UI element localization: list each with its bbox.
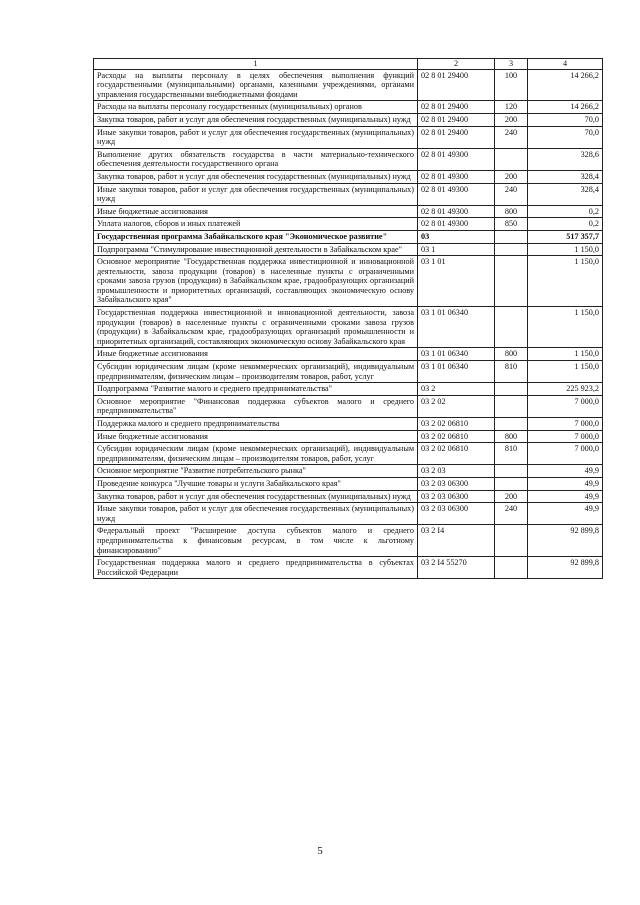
row-expense-type-cell (495, 307, 528, 348)
table-row (94, 126, 603, 148)
row-code-cell: 03 2 I4 55270 (418, 557, 495, 579)
row-expense-type-cell: 800 (495, 205, 528, 218)
row-name-cell: Иные закупки товаров, работ и услуг для обеспечения государственных (муниципальных) нужд (94, 126, 418, 148)
row-expense-type-cell (495, 395, 528, 417)
row-expense-type-cell: 200 (495, 490, 528, 503)
column-header-1: 1 (94, 59, 418, 70)
table-row (94, 395, 603, 417)
row-expense-type-cell (495, 243, 528, 256)
table-row (94, 490, 603, 503)
row-amount-cell: 328,4 (528, 183, 603, 205)
table-row (94, 418, 603, 431)
row-amount-cell: 0,2 (528, 218, 603, 231)
row-code-cell: 03 2 (418, 383, 495, 396)
row-name-cell: Иные закупки товаров, работ и услуг для обеспечения государственных (муниципальных) нужд (94, 183, 418, 205)
row-amount-cell: 1 150,0 (528, 243, 603, 256)
table-row (94, 183, 603, 205)
row-amount-cell: 328,4 (528, 170, 603, 183)
row-code-cell: 03 2 03 06300 (418, 490, 495, 503)
row-expense-type-cell: 200 (495, 170, 528, 183)
row-name-cell: Подпрограмма "Развитие малого и среднего предпринимательства" (94, 383, 418, 396)
row-expense-type-cell: 850 (495, 218, 528, 231)
row-code-cell: 03 2 02 06810 (418, 443, 495, 465)
row-code-cell: 02 8 01 49300 (418, 218, 495, 231)
row-name-cell: Основное мероприятие "Финансовая поддержка субъектов малого и среднего предпринимательства" (94, 395, 418, 417)
row-expense-type-cell (495, 256, 528, 307)
row-code-cell: 03 1 (418, 243, 495, 256)
row-name-cell: Федеральный проект "Расширение доступа субъектов малого и среднего предпринимательства к финансовым ресурсам, в том числе к льготному финансированию" (94, 525, 418, 557)
column-header-4: 4 (528, 59, 603, 70)
row-code-cell: 02 8 01 29400 (418, 101, 495, 114)
row-amount-cell: 1 150,0 (528, 348, 603, 361)
row-code-cell: 03 1 01 06340 (418, 348, 495, 361)
row-name-cell: Уплата налогов, сборов и иных платежей (94, 218, 418, 231)
row-amount-cell: 517 357,7 (528, 230, 603, 243)
table-row (94, 148, 603, 170)
row-expense-type-cell: 240 (495, 183, 528, 205)
row-expense-type-cell: 240 (495, 126, 528, 148)
row-amount-cell: 1 150,0 (528, 307, 603, 348)
table-row (94, 307, 603, 348)
row-amount-cell: 49,9 (528, 503, 603, 525)
row-expense-type-cell: 100 (495, 69, 528, 101)
row-expense-type-cell (495, 383, 528, 396)
row-code-cell: 03 2 02 06810 (418, 418, 495, 431)
column-header-3: 3 (495, 59, 528, 70)
row-name-cell: Субсидии юридическим лицам (кроме некоммерческих организаций), индивидуальным предпринимателям, физическим лицам – производителям товаров, работ, услуг (94, 443, 418, 465)
row-expense-type-cell: 240 (495, 503, 528, 525)
row-code-cell: 02 8 01 29400 (418, 113, 495, 126)
row-code-cell: 03 2 03 (418, 465, 495, 478)
table-row (94, 430, 603, 443)
row-name-cell: Государственная поддержка малого и среднего предпринимательства в субъектах Российской Федерации (94, 557, 418, 579)
row-name-cell: Государственная поддержка инвестиционной и инновационной деятельности, завоза продукции (товаров) в населенные пункты с ограниченными сроками завоза грузов (продукции) в Забайкальском крае, градообразующих организаций промышленности и приоритетных организаций, составляющих экономическую основу Забайкальского края (94, 307, 418, 348)
row-amount-cell: 1 150,0 (528, 361, 603, 383)
row-amount-cell: 7 000,0 (528, 430, 603, 443)
row-expense-type-cell: 800 (495, 430, 528, 443)
row-expense-type-cell: 200 (495, 113, 528, 126)
row-amount-cell: 70,0 (528, 113, 603, 126)
row-name-cell: Закупка товаров, работ и услуг для обеспечения государственных (муниципальных) нужд (94, 113, 418, 126)
row-name-cell: Государственная программа Забайкальского края "Экономическое развитие" (94, 230, 418, 243)
row-amount-cell: 1 150,0 (528, 256, 603, 307)
row-amount-cell: 7 000,0 (528, 418, 603, 431)
row-code-cell: 03 2 03 06300 (418, 477, 495, 490)
row-amount-cell: 92 899,8 (528, 557, 603, 579)
row-name-cell: Иные бюджетные ассигнования (94, 430, 418, 443)
row-code-cell: 02 8 01 29400 (418, 69, 495, 101)
table-row (94, 525, 603, 557)
row-expense-type-cell (495, 418, 528, 431)
row-amount-cell: 0,2 (528, 205, 603, 218)
table-row (94, 243, 603, 256)
table-row (94, 205, 603, 218)
row-amount-cell: 328,6 (528, 148, 603, 170)
row-name-cell: Иные закупки товаров, работ и услуг для обеспечения государственных (муниципальных) нужд (94, 503, 418, 525)
row-code-cell: 03 1 01 (418, 256, 495, 307)
row-expense-type-cell: 810 (495, 361, 528, 383)
row-name-cell: Иные бюджетные ассигнования (94, 205, 418, 218)
row-name-cell: Подпрограмма "Стимулирование инвестиционной деятельности в Забайкальском крае" (94, 243, 418, 256)
row-code-cell: 03 (418, 230, 495, 243)
row-code-cell: 03 2 03 06300 (418, 503, 495, 525)
row-expense-type-cell: 800 (495, 348, 528, 361)
row-amount-cell: 49,9 (528, 477, 603, 490)
row-amount-cell: 49,9 (528, 490, 603, 503)
row-amount-cell: 7 000,0 (528, 395, 603, 417)
row-amount-cell: 49,9 (528, 465, 603, 478)
table-row (94, 113, 603, 126)
row-expense-type-cell (495, 465, 528, 478)
row-amount-cell: 70,0 (528, 126, 603, 148)
table-row (94, 503, 603, 525)
row-name-cell: Иные бюджетные ассигнования (94, 348, 418, 361)
row-amount-cell: 225 923,2 (528, 383, 603, 396)
row-code-cell: 03 2 I4 (418, 525, 495, 557)
table-row (94, 361, 603, 383)
table-row (94, 477, 603, 490)
row-code-cell: 02 8 01 49300 (418, 148, 495, 170)
table-row (94, 348, 603, 361)
row-expense-type-cell: 120 (495, 101, 528, 114)
row-code-cell: 03 2 02 06810 (418, 430, 495, 443)
table-row (94, 101, 603, 114)
row-name-cell: Расходы на выплаты персоналу государственных (муниципальных) органов (94, 101, 418, 114)
table-header-row (94, 59, 603, 70)
table-row (94, 218, 603, 231)
row-name-cell: Основное мероприятие "Государственная поддержка инвестиционной и инновационной деятельности, завоза продукции (товаров) в населенные пункты с ограниченными сроками завоза грузов (продукции) в Забайкальском крае, градообразующих организаций промышленности и приоритетных организаций, составляющих экономическую основу Забайкальского края" (94, 256, 418, 307)
row-code-cell: 03 1 01 06340 (418, 361, 495, 383)
table-row (94, 69, 603, 101)
row-expense-type-cell (495, 525, 528, 557)
row-expense-type-cell (495, 148, 528, 170)
row-code-cell: 02 8 01 29400 (418, 126, 495, 148)
row-code-cell: 03 2 02 (418, 395, 495, 417)
table-row (94, 256, 603, 307)
table-row (94, 465, 603, 478)
row-expense-type-cell (495, 230, 528, 243)
table-row (94, 230, 603, 243)
row-name-cell: Расходы на выплаты персоналу в целях обеспечения выполнения функций государственными (муниципальными) органами, казенными учреждениями, органами управления государственными внебюджетными фондами (94, 69, 418, 101)
table-body (94, 69, 603, 579)
row-name-cell: Основное мероприятие "Развитие потребительского рынка" (94, 465, 418, 478)
row-name-cell: Поддержка малого и среднего предпринимательства (94, 418, 418, 431)
row-expense-type-cell (495, 477, 528, 490)
row-name-cell: Закупка товаров, работ и услуг для обеспечения государственных (муниципальных) нужд (94, 490, 418, 503)
row-expense-type-cell: 810 (495, 443, 528, 465)
table-row (94, 383, 603, 396)
row-name-cell: Закупка товаров, работ и услуг для обеспечения государственных (муниципальных) нужд (94, 170, 418, 183)
row-code-cell: 02 8 01 49300 (418, 183, 495, 205)
row-amount-cell: 14 266,2 (528, 69, 603, 101)
row-amount-cell: 7 000,0 (528, 443, 603, 465)
row-name-cell: Проведение конкурса "Лучшие товары и услуги Забайкальского края" (94, 477, 418, 490)
row-name-cell: Выполнение других обязательств государства в части материально-технического обеспечения деятельности государственного органа (94, 148, 418, 170)
row-expense-type-cell (495, 557, 528, 579)
row-amount-cell: 92 899,8 (528, 525, 603, 557)
table-row (94, 557, 603, 579)
row-name-cell: Субсидии юридическим лицам (кроме некоммерческих организаций), индивидуальным предпринимателям, физическим лицам – производителям товаров, работ, услуг (94, 361, 418, 383)
column-header-2: 2 (418, 59, 495, 70)
table-row (94, 443, 603, 465)
budget-table (93, 58, 603, 579)
page-number: 5 (317, 845, 323, 857)
table-row (94, 170, 603, 183)
row-code-cell: 02 8 01 49300 (418, 205, 495, 218)
row-code-cell: 02 8 01 49300 (418, 170, 495, 183)
row-code-cell: 03 1 01 06340 (418, 307, 495, 348)
row-amount-cell: 14 266,2 (528, 101, 603, 114)
